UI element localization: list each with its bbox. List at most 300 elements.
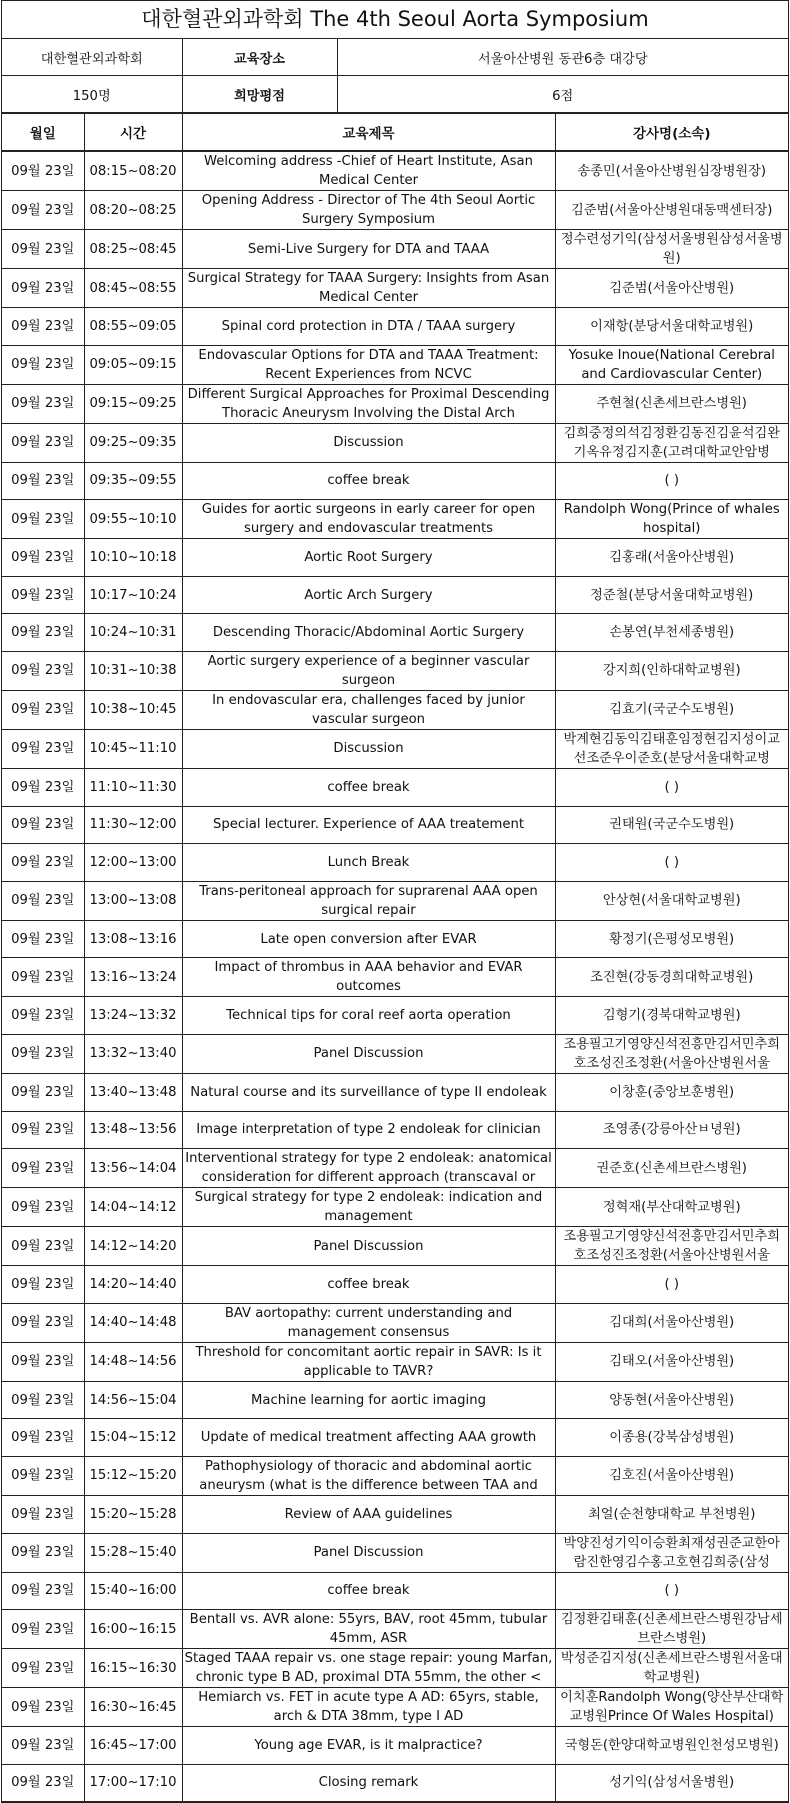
- row-date: [2, 651, 84, 690]
- row-speaker: [555, 576, 788, 614]
- row-topic: [182, 651, 555, 690]
- row-speaker: [555, 651, 788, 690]
- row-topic-text: Trans-peritoneal approach for suprarenal AAA open surgical repair: [199, 883, 538, 918]
- row-time: [84, 1149, 182, 1188]
- row-topic-text: Special lecturer. Experience of AAA treatement: [213, 817, 524, 833]
- row-topic-text: Panel Discussion: [313, 1545, 424, 1560]
- row-time: [84, 1419, 182, 1457]
- row-topic-text: Technical tips for coral reef aorta operation: [226, 1008, 511, 1024]
- row-topic: [182, 269, 555, 308]
- table-row: [2, 384, 788, 423]
- row-date: [2, 1456, 84, 1495]
- row-date: [2, 423, 84, 462]
- row-topic-text: Aortic surgery experience of a beginner vascular surgeon: [207, 653, 530, 688]
- row-topic-text: Impact of thrombus in AAA behavior and EVAR outcomes: [214, 960, 523, 995]
- schedule-document: [1, 0, 789, 1803]
- row-topic-text: Pathophysiology of thoracic and abdominal aortic aneurysm (what is the difference between TAA and: [199, 1458, 538, 1493]
- row-date-text: 09월 23일: [11, 1621, 75, 1637]
- row-date: [2, 384, 84, 423]
- row-time-text: 12:00~13:00: [89, 854, 177, 870]
- row-date: [2, 1764, 84, 1802]
- table-row: [2, 1073, 788, 1111]
- row-topic: [182, 1149, 555, 1188]
- row-topic-text: Discussion: [333, 741, 404, 757]
- row-topic: [182, 806, 555, 844]
- row-date-text: 09월 23일: [11, 549, 75, 565]
- row-time-text: 15:12~15:20: [89, 1468, 177, 1484]
- row-time-text: 15:20~15:28: [89, 1506, 177, 1522]
- row-topic: [182, 1727, 555, 1765]
- row-time-text: 10:45~11:10: [89, 741, 177, 757]
- row-time-text: 13:00~13:08: [89, 893, 177, 909]
- row-date: [2, 462, 84, 500]
- row-topic-text: Guides for aortic surgeons in early career for open surgery and endovascular treatments: [201, 502, 536, 537]
- row-date: [2, 1495, 84, 1533]
- row-topic: [182, 881, 555, 920]
- row-topic: [182, 768, 555, 806]
- row-speaker-text: 김대희(서울아산병원): [609, 1315, 735, 1331]
- table-row: [2, 1381, 788, 1419]
- table-row: [2, 1764, 788, 1802]
- row-time-text: 13:24~13:32: [89, 1008, 177, 1024]
- row-time: [84, 1227, 182, 1266]
- row-time-text: 08:20~08:25: [89, 202, 177, 218]
- row-time-text: 15:28~15:40: [89, 1545, 177, 1560]
- row-topic-text: Bentall vs. AVR alone: 55yrs, BAV, root 45mm, tubular 45mm, ASR: [189, 1612, 548, 1647]
- table-row: [2, 1303, 788, 1342]
- table-row: [2, 191, 788, 230]
- row-time-text: 10:38~10:45: [89, 702, 177, 718]
- row-speaker: [555, 1342, 788, 1381]
- row-speaker: [555, 1227, 788, 1266]
- row-date: [2, 1149, 84, 1188]
- row-topic: [182, 230, 555, 269]
- table-row: [2, 1533, 788, 1572]
- row-speaker-text: 김정환김태훈(신촌세브란스병원강남세브란스병원): [560, 1612, 783, 1647]
- row-topic-text: Endovascular Options for DTA and TAAA Treatment: Recent Experiences from NCVC: [198, 347, 539, 382]
- row-date-text: 09월 23일: [11, 1699, 75, 1715]
- row-time: [84, 1034, 182, 1073]
- row-topic-text: Surgical strategy for type 2 endoleak: indication and management: [194, 1190, 543, 1225]
- row-date-text: 09월 23일: [11, 1354, 75, 1370]
- row-topic-text: Lunch Break: [327, 854, 410, 870]
- row-date-text: 09월 23일: [11, 1084, 75, 1100]
- row-speaker-text: 김형기(경북대학교병원): [602, 1008, 741, 1024]
- row-time: [84, 997, 182, 1035]
- row-topic: [182, 729, 555, 768]
- row-time-text: 08:25~08:45: [89, 241, 177, 257]
- row-speaker: [555, 1149, 788, 1188]
- row-time: [84, 920, 182, 958]
- row-topic-text: Review of AAA guidelines: [284, 1506, 453, 1522]
- row-topic-text: BAV aortopathy: current understanding and management consensus: [224, 1305, 513, 1340]
- row-date-text: 09월 23일: [11, 357, 75, 373]
- row-speaker: [555, 806, 788, 844]
- row-speaker: [555, 844, 788, 882]
- row-topic-text: Spinal cord protection in DTA / TAAA surgery: [221, 318, 516, 334]
- row-speaker-text: 권태원(국군수도병원): [609, 817, 735, 833]
- header-time: 시간: [84, 114, 182, 151]
- row-speaker-text: 박계현김동익김태훈임정현김지성이교선조준우이준호(분당서울대학교병: [563, 731, 781, 766]
- row-speaker-text: 김준범(서울아산병원): [609, 280, 735, 296]
- row-time-text: 13:16~13:24: [89, 969, 177, 985]
- row-speaker-text: 권준호(신촌세브란스병원): [596, 1160, 747, 1176]
- row-topic: [182, 1342, 555, 1381]
- row-topic-text: Threshold for concomitant aortic repair in SAVR: Is it applicable to TAVR?: [195, 1344, 542, 1379]
- row-date: [2, 1342, 84, 1381]
- table-row: [2, 881, 788, 920]
- row-topic: [182, 1073, 555, 1111]
- header-speaker: 강사명(소속): [555, 114, 788, 151]
- row-speaker-text: 김홍래(서울아산병원): [609, 549, 735, 565]
- row-speaker-text: ( ): [664, 1276, 679, 1292]
- table-row: [2, 768, 788, 806]
- table-row: [2, 1419, 788, 1457]
- table-row: [2, 1610, 788, 1649]
- row-time: [84, 1649, 182, 1688]
- row-speaker-text: 안상현(서울대학교병원): [602, 893, 741, 909]
- row-date: [2, 308, 84, 346]
- row-topic-text: Panel Discussion: [313, 1046, 424, 1062]
- row-time: [84, 423, 182, 462]
- row-time: [84, 152, 182, 191]
- row-topic-text: Semi-Live Surgery for DTA and TAAA: [247, 241, 490, 257]
- row-topic: [182, 1266, 555, 1304]
- row-topic-text: Discussion: [333, 435, 404, 451]
- row-date: [2, 1419, 84, 1457]
- row-time-text: 09:25~09:35: [89, 435, 177, 451]
- row-speaker-text: 김효기(국군수도병원): [609, 702, 735, 718]
- row-date: [2, 191, 84, 230]
- row-date-text: 09월 23일: [11, 663, 75, 679]
- table-row: [2, 1188, 788, 1227]
- row-speaker: [555, 1419, 788, 1457]
- row-speaker: [555, 462, 788, 500]
- header-topic: 교육제목: [182, 114, 555, 151]
- row-topic: [182, 1649, 555, 1688]
- table-row: [2, 1149, 788, 1188]
- row-time: [84, 768, 182, 806]
- row-topic: [182, 191, 555, 230]
- row-speaker-text: 조영종(강릉아산ㅂ녕원): [602, 1122, 741, 1138]
- row-speaker-text: 정혁재(부산대학교병원): [602, 1199, 741, 1215]
- score-value: 6점: [337, 76, 788, 113]
- row-speaker-text: 정준철(분당서울대학교병원): [590, 587, 754, 603]
- table-row: [2, 844, 788, 882]
- row-time: [84, 806, 182, 844]
- row-topic-text: coffee break: [327, 1276, 410, 1292]
- row-topic: [182, 1419, 555, 1457]
- row-date-text: 09월 23일: [11, 1122, 75, 1138]
- table-row: [2, 729, 788, 768]
- row-time: [84, 1303, 182, 1342]
- row-time: [84, 384, 182, 423]
- table-row: [2, 500, 788, 539]
- row-date: [2, 1610, 84, 1649]
- row-topic: [182, 1572, 555, 1610]
- row-date-text: 09월 23일: [11, 1583, 75, 1599]
- row-speaker-text: ( ): [664, 473, 679, 489]
- row-topic-text: coffee break: [327, 779, 410, 795]
- row-topic: [182, 1111, 555, 1149]
- row-speaker: [555, 500, 788, 539]
- row-speaker-text: 이재항(분당서울대학교병원): [590, 318, 754, 334]
- row-topic: [182, 1495, 555, 1533]
- row-date-text: 09월 23일: [11, 741, 75, 757]
- row-speaker-text: 김준범(서울아산병원대동맥센터장): [571, 202, 773, 218]
- row-time-text: 14:48~14:56: [89, 1354, 177, 1370]
- row-time: [84, 614, 182, 652]
- row-date-text: 09월 23일: [11, 587, 75, 603]
- row-time: [84, 1188, 182, 1227]
- row-time-text: 13:48~13:56: [89, 1122, 177, 1138]
- row-time-text: 14:12~14:20: [89, 1238, 177, 1254]
- row-topic: [182, 920, 555, 958]
- row-speaker-text: 이치훈Randolph Wong(양산부산대학교병원Prince Of Wales Hospital): [560, 1690, 784, 1725]
- row-topic: [182, 614, 555, 652]
- row-speaker-text: 손봉연(부천세종병원): [609, 625, 735, 641]
- row-topic: [182, 1688, 555, 1727]
- row-time-text: 16:45~17:00: [89, 1737, 177, 1753]
- row-date: [2, 1188, 84, 1227]
- table-row: [2, 1688, 788, 1727]
- row-topic: [182, 1764, 555, 1802]
- row-date-text: 09월 23일: [11, 702, 75, 718]
- table-row: [2, 958, 788, 997]
- row-time: [84, 881, 182, 920]
- row-time: [84, 1572, 182, 1610]
- row-date-text: 09월 23일: [11, 202, 75, 218]
- table-row: [2, 920, 788, 958]
- row-time-text: 14:04~14:12: [89, 1199, 177, 1215]
- row-speaker: [555, 1188, 788, 1227]
- table-row: [2, 423, 788, 462]
- venue-label: 교육장소: [182, 39, 337, 76]
- row-date: [2, 1533, 84, 1572]
- row-topic: [182, 958, 555, 997]
- row-topic: [182, 690, 555, 729]
- row-speaker: [555, 1456, 788, 1495]
- row-date: [2, 152, 84, 191]
- table-row: [2, 1111, 788, 1149]
- row-time-text: 16:15~16:30: [89, 1660, 177, 1676]
- row-time-text: 15:40~16:00: [89, 1583, 177, 1599]
- row-topic: [182, 345, 555, 384]
- row-topic-text: Natural course and its surveillance of type II endoleak: [190, 1084, 547, 1100]
- row-date-text: 09월 23일: [11, 1430, 75, 1446]
- row-topic-text: Staged TAAA repair vs. one stage repair: young Marfan, chronic type B AD, proximal DTA 55mm, the other <: [184, 1651, 553, 1686]
- row-speaker-text: 조용필고기영양신석전흥만김서민추희호조성진조정환(서울아산병원서울: [563, 1036, 781, 1071]
- row-date-text: 09월 23일: [11, 473, 75, 489]
- row-date: [2, 1303, 84, 1342]
- row-topic-text: Opening Address - Director of The 4th Seoul Aortic Surgery Symposium: [201, 193, 536, 227]
- row-speaker: [555, 1649, 788, 1688]
- row-time: [84, 1533, 182, 1572]
- row-speaker: [555, 768, 788, 806]
- table-row: [2, 806, 788, 844]
- row-time: [84, 500, 182, 539]
- row-speaker: [555, 1764, 788, 1802]
- info-table: [2, 39, 788, 113]
- row-speaker: [555, 423, 788, 462]
- row-time: [84, 576, 182, 614]
- row-speaker-text: 강지희(인하대학교병원): [602, 663, 741, 679]
- row-time-text: 13:40~13:48: [89, 1084, 177, 1100]
- row-time: [84, 230, 182, 269]
- row-time: [84, 1764, 182, 1802]
- row-topic-text: Aortic Arch Surgery: [304, 587, 433, 603]
- row-speaker: [555, 191, 788, 230]
- table-row: [2, 1727, 788, 1765]
- table-row: [2, 1034, 788, 1073]
- table-row: [2, 651, 788, 690]
- row-time: [84, 1727, 182, 1765]
- row-time: [84, 690, 182, 729]
- row-topic: [182, 462, 555, 500]
- row-date-text: 09월 23일: [11, 854, 75, 870]
- row-time-text: 08:45~08:55: [89, 280, 177, 296]
- row-time: [84, 1111, 182, 1149]
- row-topic: [182, 1188, 555, 1227]
- row-speaker-text: 조진현(강동경희대학교병원): [590, 969, 754, 985]
- table-row: [2, 1572, 788, 1610]
- row-topic: [182, 1533, 555, 1572]
- row-speaker-text: ( ): [664, 779, 679, 795]
- row-topic: [182, 1456, 555, 1495]
- row-speaker: [555, 1381, 788, 1419]
- row-date-text: 09월 23일: [11, 1008, 75, 1024]
- schedule-body: [2, 152, 788, 1802]
- row-date: [2, 729, 84, 768]
- row-date-text: 09월 23일: [11, 1199, 75, 1215]
- row-date-text: 09월 23일: [11, 1238, 75, 1254]
- row-speaker: [555, 1303, 788, 1342]
- row-topic-text: Update of medical treatment affecting AAA growth: [200, 1430, 537, 1446]
- row-date-text: 09월 23일: [11, 969, 75, 985]
- row-speaker: [555, 1688, 788, 1727]
- row-date-text: 09월 23일: [11, 280, 75, 296]
- table-row: [2, 308, 788, 346]
- row-speaker-text: Yosuke Inoue(National Cerebral and Cardiovascular Center): [568, 347, 775, 382]
- row-time: [84, 308, 182, 346]
- row-time-text: 11:10~11:30: [89, 779, 177, 795]
- row-topic-text: Surgical Strategy for TAAA Surgery: Insights from Asan Medical Center: [187, 271, 550, 305]
- row-speaker: [555, 729, 788, 768]
- table-row: [2, 1227, 788, 1266]
- row-date-text: 09월 23일: [11, 625, 75, 641]
- row-speaker: [555, 539, 788, 577]
- row-date: [2, 1572, 84, 1610]
- row-date: [2, 844, 84, 882]
- row-date-text: 09월 23일: [11, 511, 75, 527]
- row-topic-text: In endovascular era, challenges faced by junior vascular surgeon: [212, 692, 525, 727]
- table-row: [2, 269, 788, 308]
- row-time-text: 10:24~10:31: [89, 625, 177, 641]
- row-speaker: [555, 881, 788, 920]
- row-topic: [182, 539, 555, 577]
- row-time-text: 09:35~09:55: [89, 473, 177, 489]
- row-time: [84, 345, 182, 384]
- row-time: [84, 1381, 182, 1419]
- row-speaker: [555, 1533, 788, 1572]
- row-topic: [182, 423, 555, 462]
- row-speaker: [555, 384, 788, 423]
- row-topic: [182, 1610, 555, 1649]
- row-time-text: 09:55~10:10: [89, 511, 177, 527]
- row-topic-text: Aortic Root Surgery: [304, 549, 433, 565]
- row-topic-text: Different Surgical Approaches for Proximal Descending Thoracic Aneurysm Involving the Distal Arch: [187, 386, 550, 421]
- info-row-score: [2, 76, 788, 113]
- row-date: [2, 1381, 84, 1419]
- row-date-text: 09월 23일: [11, 435, 75, 451]
- row-speaker: [555, 614, 788, 652]
- row-time: [84, 844, 182, 882]
- row-speaker: [555, 1034, 788, 1073]
- row-speaker-text: 황정기(은평성모병원): [609, 931, 735, 947]
- row-time-text: 13:56~14:04: [89, 1160, 177, 1176]
- row-time-text: 14:20~14:40: [89, 1276, 177, 1292]
- row-time: [84, 1342, 182, 1381]
- row-topic: [182, 1303, 555, 1342]
- row-date: [2, 997, 84, 1035]
- row-date: [2, 768, 84, 806]
- row-speaker: [555, 152, 788, 191]
- row-topic: [182, 1034, 555, 1073]
- row-topic: [182, 152, 555, 191]
- row-topic: [182, 1227, 555, 1266]
- row-speaker-text: 박성준김지성(신촌세브란스병원서울대학교병원): [560, 1651, 783, 1686]
- row-topic-text: Interventional strategy for type 2 endoleak: anatomical consideration for different approach (transcaval or: [185, 1151, 552, 1186]
- row-topic: [182, 844, 555, 882]
- row-topic-text: Hemiarch vs. FET in acute type A AD: 65yrs, stable, arch & DTA 38mm, type I AD: [198, 1690, 539, 1725]
- row-time: [84, 1688, 182, 1727]
- row-time-text: 08:15~08:20: [89, 163, 177, 179]
- row-speaker-text: 이창훈(중앙보훈병원): [609, 1084, 735, 1100]
- row-speaker-text: 박양진성기익이승환최재성권준교한아람진한영김수홍고호현김희중(삼성: [563, 1535, 781, 1570]
- table-row: [2, 997, 788, 1035]
- row-time-text: 10:10~10:18: [89, 549, 177, 565]
- row-topic: [182, 997, 555, 1035]
- table-row: [2, 230, 788, 269]
- row-date: [2, 806, 84, 844]
- row-time: [84, 1073, 182, 1111]
- row-date-text: 09월 23일: [11, 1775, 75, 1791]
- row-time-text: 13:32~13:40: [89, 1046, 177, 1062]
- score-label: 희망평점: [182, 76, 337, 113]
- row-topic-text: coffee break: [327, 473, 410, 489]
- row-date: [2, 230, 84, 269]
- row-date: [2, 269, 84, 308]
- row-speaker: [555, 958, 788, 997]
- row-date-text: 09월 23일: [11, 1046, 75, 1062]
- row-topic: [182, 500, 555, 539]
- row-date: [2, 1073, 84, 1111]
- table-row: [2, 576, 788, 614]
- row-time: [84, 651, 182, 690]
- row-speaker: [555, 1572, 788, 1610]
- row-date-text: 09월 23일: [11, 931, 75, 947]
- row-speaker: [555, 269, 788, 308]
- organizer-value: 대한혈관외과학회: [2, 39, 182, 76]
- row-speaker-text: 최얼(순천향대학교 부천병원): [588, 1506, 756, 1522]
- table-row: [2, 345, 788, 384]
- row-date: [2, 1649, 84, 1688]
- row-time: [84, 1456, 182, 1495]
- row-date: [2, 614, 84, 652]
- row-date: [2, 500, 84, 539]
- row-topic-text: Welcoming address -Chief of Heart Institute, Asan Medical Center: [203, 154, 533, 188]
- row-time-text: 08:55~09:05: [89, 318, 177, 334]
